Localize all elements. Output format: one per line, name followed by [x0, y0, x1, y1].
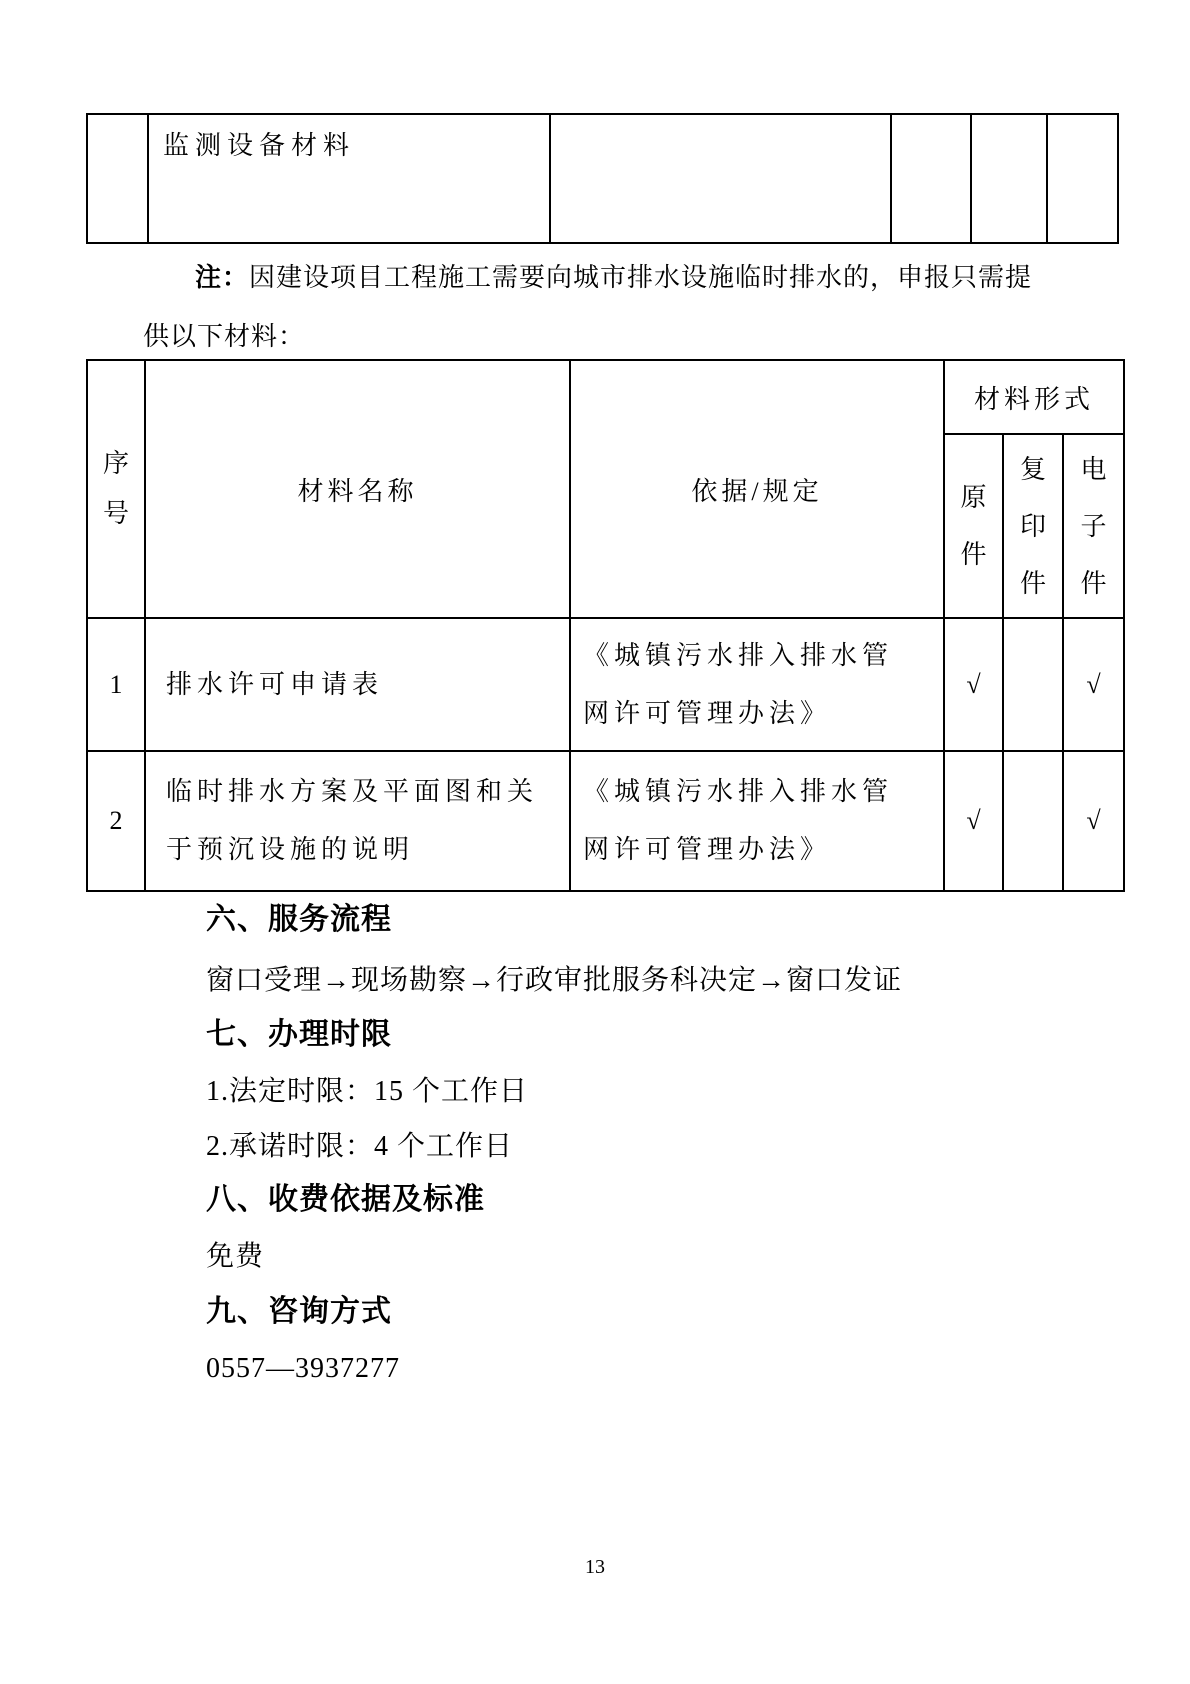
form-group-header: 材料形式	[944, 360, 1124, 434]
service-flow-text: 窗口受理→现场勘察→行政审批服务科决定→窗口发证	[206, 965, 903, 996]
note-line-1	[143, 258, 1133, 297]
row-2-basis-line-1: 《城镇污水排入排水管	[583, 777, 894, 806]
note-label: 注：	[195, 262, 250, 292]
row-2-seq: 2	[87, 751, 145, 891]
continuation-row	[87, 114, 1118, 243]
continuation-basis-cell	[550, 114, 891, 243]
copy-header	[1003, 434, 1063, 618]
row-1-basis-line-2: 网许可管理办法》	[583, 698, 832, 728]
continuation-original-cell	[891, 114, 971, 243]
row-1-seq: 1	[87, 618, 145, 751]
row-1-electronic-check: √	[1063, 618, 1124, 751]
row-2-basis-line-2: 网许可管理办法》	[583, 835, 832, 864]
section-8-heading: 八、收费依据及标准	[206, 1183, 485, 1216]
row-2-original-check: √	[944, 751, 1003, 891]
section-9-heading: 九、咨询方式	[206, 1295, 392, 1328]
header-row-top	[87, 360, 1124, 434]
seq-header	[87, 360, 145, 618]
row-2-name	[145, 751, 570, 891]
electronic-header-text: 电子件	[1080, 454, 1107, 598]
original-header	[944, 434, 1003, 618]
continuation-seq-cell	[87, 114, 148, 243]
continuation-material-name-cell: 监测设备材料	[148, 114, 550, 243]
section-7-heading: 七、办理时限	[206, 1018, 392, 1051]
row-1-original-check: √	[944, 618, 1003, 751]
phone-number: 0557—3937277	[206, 1353, 400, 1384]
row-2-copy-check	[1003, 751, 1063, 891]
promised-time-limit: 2.承诺时限：4 个工作日	[206, 1131, 514, 1162]
continuation-copy-cell	[971, 114, 1047, 243]
note-text-1: 因建设项目工程施工需要向城市排水设施临时排水的，申报只需提	[249, 263, 1033, 292]
copy-header-text: 复印件	[1019, 454, 1046, 598]
row-1-name: 排水许可申请表	[145, 618, 570, 751]
continuation-electronic-cell	[1047, 114, 1118, 243]
basis-header: 依据/规定	[570, 360, 944, 618]
row-1-copy-check	[1003, 618, 1063, 751]
legal-time-limit: 1.法定时限：15 个工作日	[206, 1076, 529, 1107]
row-2-basis	[570, 751, 944, 891]
materials-table	[86, 359, 1125, 892]
seq-header-text: 序号	[102, 449, 129, 528]
row-2-electronic-check: √	[1063, 751, 1124, 891]
original-header-text: 原件	[960, 483, 987, 569]
row-2-name-line-1: 临时排水方案及平面图和关	[166, 777, 539, 806]
note-line-2: 供以下材料：	[143, 322, 306, 351]
row-1-basis-line-1: 《城镇污水排入排水管	[583, 640, 894, 670]
electronic-header	[1063, 434, 1124, 618]
row-1-basis	[570, 618, 944, 751]
row-2-name-line-2: 于预沉设施的说明	[166, 835, 415, 864]
fee-text: 免费	[206, 1241, 265, 1272]
table-row	[87, 751, 1124, 891]
table-row	[87, 618, 1124, 751]
section-6-heading: 六、服务流程	[206, 903, 392, 936]
page-number: 13	[585, 1556, 605, 1578]
continuation-table	[86, 113, 1119, 244]
name-header: 材料名称	[145, 360, 570, 618]
